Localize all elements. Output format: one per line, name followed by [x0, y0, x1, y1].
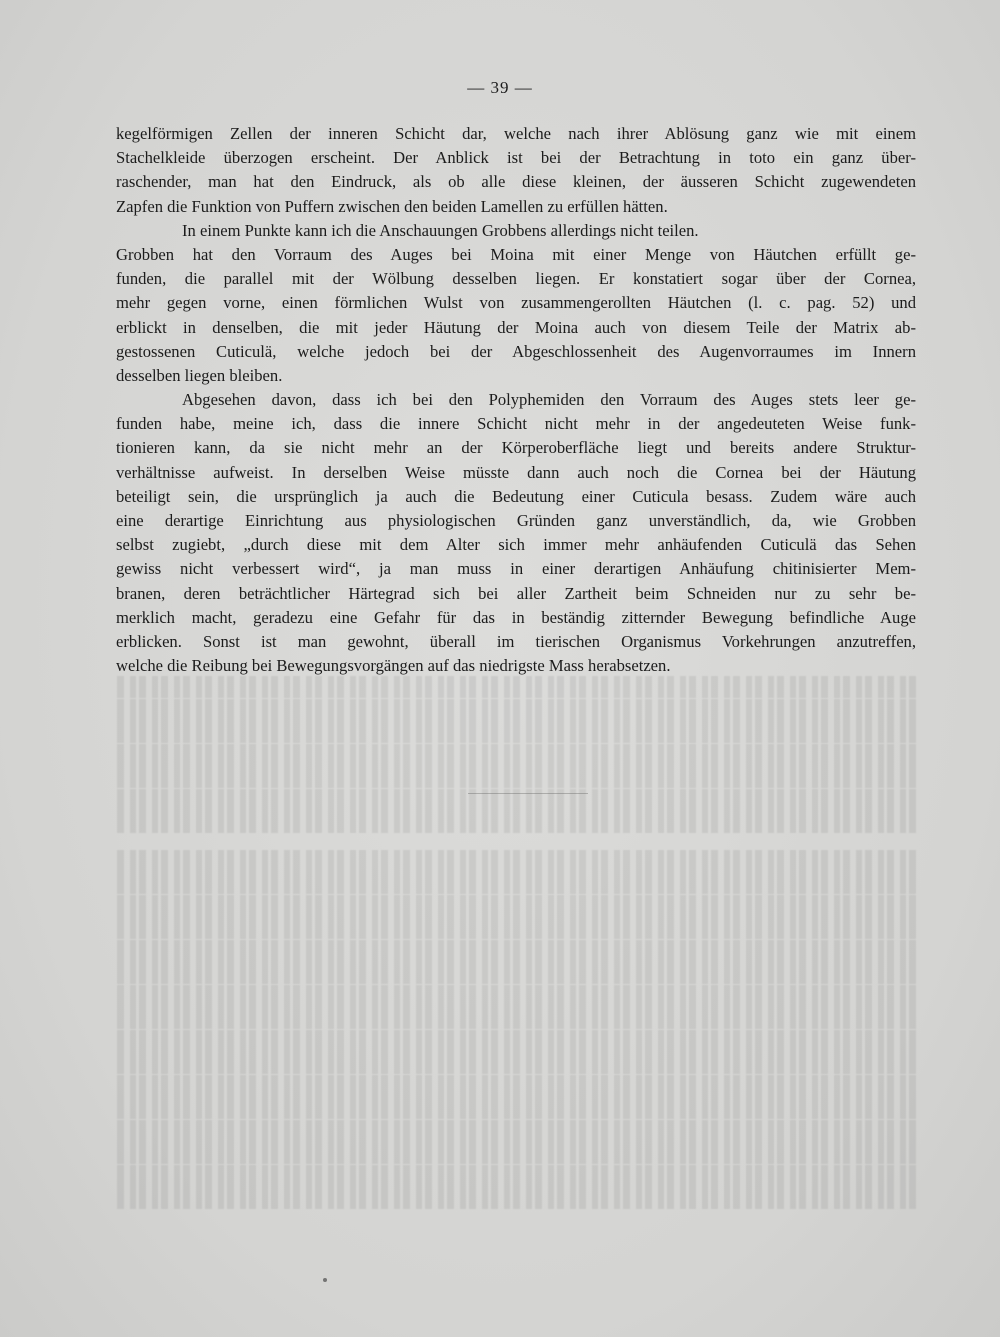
- text-line: Abgesehen davon, dass ich bei den Polyphemiden den Vorraum des Auges stets leer ge-: [182, 390, 916, 410]
- paper-speck: [323, 1278, 327, 1282]
- text-line: merklich macht, geradezu eine Gefahr für das in beständig zitternder Bewegung befindliche Auge: [116, 607, 916, 627]
- text-line: erblickt in denselben, die mit jeder Häutung der Moina auch von diesem Teile der Matrix ab-: [116, 317, 916, 337]
- text-line: branen, deren beträchtlicher Härtegrad sich bei aller Zartheit beim Schneiden nur zu sehr be-: [116, 583, 916, 603]
- text-line: funden, die parallel mit der Wölbung desselben liegen. Er konstatiert sogar über der Cornea,: [116, 269, 916, 289]
- text-line: funden habe, meine ich, dass die innere Schicht nicht mehr in der angedeuteten Weise funk-: [116, 414, 916, 434]
- text-line: gestossenen Cuticulä, welche jedoch bei der Abgeschlossenheit des Augenvorraumes im Innern: [116, 341, 916, 361]
- text-line: raschender, man hat den Eindruck, als ob alle diese kleinen, der äusseren Schicht zugewendeten: [116, 172, 916, 192]
- text-line: Grobben hat den Vorraum des Auges bei Moina mit einer Menge von Häutchen erfüllt ge-: [116, 244, 916, 264]
- text-line: Zapfen die Funktion von Puffern zwischen den beiden Lamellen zu erfüllen hätten.: [116, 196, 668, 216]
- text-line: Stachelkleide überzogen erscheint. Der Anblick ist bei der Betrachtung in toto ein ganz über-: [116, 148, 916, 168]
- text-line: desselben liegen bleiben.: [116, 365, 283, 385]
- bleed-through-texture: [116, 676, 916, 1210]
- text-line: In einem Punkte kann ich die Anschauungen Grobbens allerdings nicht teilen.: [182, 220, 699, 240]
- text-line: gewiss nicht verbessert wird“, ja man muss in einer derartigen Anhäufung chitinisierter Mem-: [116, 559, 916, 579]
- page-number: — 39 —: [467, 78, 533, 97]
- text-line: selbst zugiebt, „durch diese mit dem Alter sich immer mehr anhäufenden Cuticulä das Sehen: [116, 535, 916, 555]
- text-line: erblicken. Sonst ist man gewohnt, überall im tierischen Organismus Vorkehrungen anzutreffen,: [116, 631, 916, 651]
- text-line: eine derartige Einrichtung aus physiologischen Gründen ganz unverständlich, da, wie Grobben: [116, 511, 916, 530]
- text-line: verhältnisse aufweist. In derselben Weise müsste dann auch noch die Cornea bei der Häutung: [116, 462, 916, 482]
- text-line: beteiligt sein, die ursprünglich ja auch die Bedeutung einer Cuticula besass. Zudem wäre auch: [116, 486, 916, 506]
- bleed-through-rule: [468, 793, 588, 794]
- body-text: [116, 122, 916, 678]
- text-line: welche die Reibung bei Bewegungsvorgängen auf das niedrigste Mass herabsetzen.: [116, 656, 671, 676]
- text-line: kegelförmigen Zellen der inneren Schicht dar, welche nach ihrer Ablösung ganz wie mit einem: [116, 124, 916, 143]
- text-line: tionieren kann, da sie nicht mehr an der Körperoberfläche liegt und bereits andere Struktur-: [116, 438, 916, 458]
- text-line: mehr gegen vorne, einen förmlichen Wulst von zusammengerollten Häutchen (l. c. pag. 52) und: [116, 293, 916, 313]
